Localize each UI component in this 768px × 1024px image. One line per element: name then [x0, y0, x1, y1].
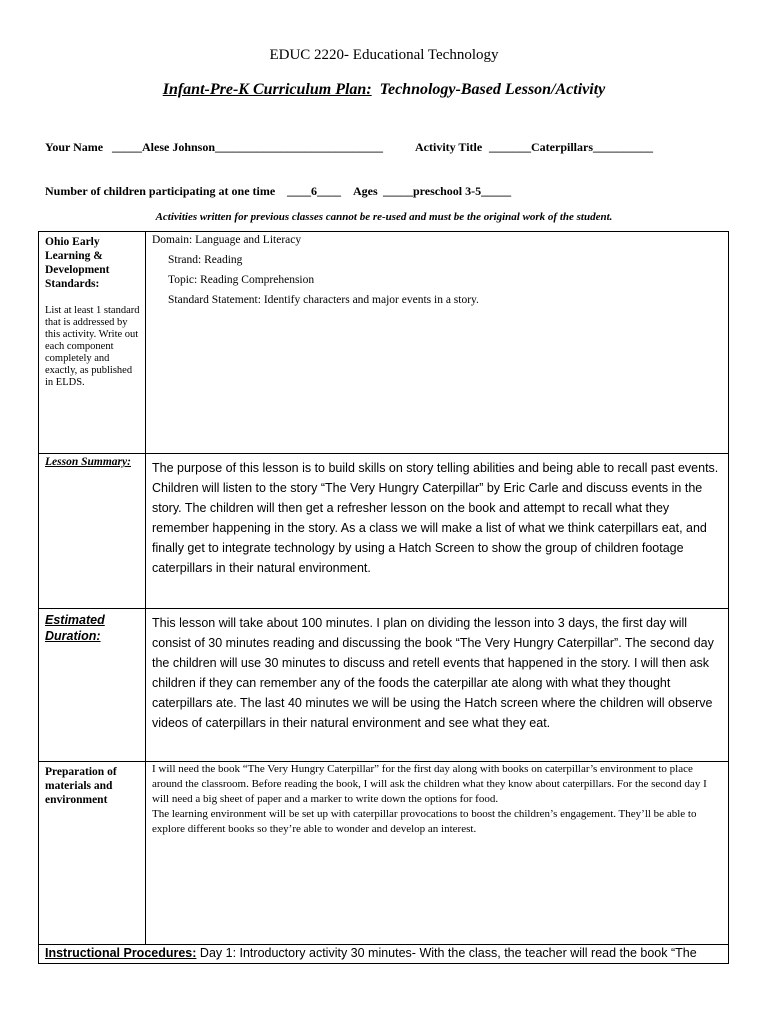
standards-row	[39, 232, 729, 454]
children-count-label: Number of children participating at one time	[45, 184, 276, 198]
preparation-row	[39, 762, 729, 945]
instructional-row	[39, 945, 729, 964]
duration-text: This lesson will take about 100 minutes. I plan on dividing the lesson into 3 days, the first day will consist of 30 minutes reading and discussing the book “The Very Hungry Caterpillar”. The second day the children will use 30 minutes to discuss and retell events that happened in the story. I will then ask children if they can remember any of the foods the caterpillar ate along with what they thought caterpillars ate. The last 40 minutes we will be using the Hatch screen where the children will observe videos of caterpillars in their natural environment and see what they eat.	[146, 609, 729, 762]
summary-label: Lesson Summary:	[45, 456, 131, 468]
standard-topic: Topic: Reading Comprehension	[168, 274, 315, 286]
standard-statement: Standard Statement: Identify characters and major events in a story.	[168, 294, 479, 306]
duration-row	[39, 609, 729, 762]
summary-row	[39, 454, 729, 609]
instructional-cell	[39, 945, 729, 964]
children-count-value: ____6____	[287, 184, 341, 198]
plan-title	[0, 81, 768, 99]
ages-label: Ages	[353, 184, 378, 198]
ages-value: _____preschool 3-5_____	[383, 184, 512, 198]
course-title: EDUC 2220- Educational Technology	[269, 47, 499, 63]
duration-label: Estimated Duration:	[45, 613, 105, 643]
name-value: _____Alese Johnson____________________________	[112, 140, 384, 154]
preparation-label-cell	[39, 762, 146, 945]
standards-label: Ohio Early Learning & Development Standards:	[45, 236, 110, 290]
standards-content	[146, 232, 729, 454]
name-label: Your Name	[45, 140, 104, 154]
instructional-label: Instructional Procedures:	[45, 946, 197, 960]
plan-title-left: Infant-Pre-K Curriculum Plan:	[162, 81, 372, 98]
plan-title-right: Technology-Based Lesson/Activity	[379, 81, 606, 98]
activity-title-label: Activity Title	[415, 140, 483, 154]
summary-label-cell	[39, 454, 146, 609]
standards-label-cell	[39, 232, 146, 454]
preparation-label: Preparation of materials and environment	[45, 766, 117, 806]
preparation-text-2: The learning environment will be set up with caterpillar provocations to boost the children’s engagement. They’ll be able to explore different books so they’re able to wonder and develop an interest.	[152, 808, 697, 835]
instructional-text: Day 1: Introductory activity 30 minutes- With the class, the teacher will read the book “The	[196, 946, 697, 960]
preparation-text-1: I will need the book “The Very Hungry Caterpillar” for the first day along with books on caterpillar’s environment to place around the classroom. Before reading the book, I will ask the children what they know about caterpillars. For the second day I will need a big sheet of paper and a marker to write down the options for food.	[152, 763, 707, 805]
standard-strand: Strand: Reading	[168, 254, 243, 266]
curriculum-plan-table	[38, 231, 729, 964]
summary-text: The purpose of this lesson is to build skills on story telling abilities and being able to recall past events. Children will listen to the story “The Very Hungry Caterpillar” by Eric Carle and discuss events in the story. The children will then get a refresher lesson on the book and attempt to recall what they remember happening in the story. As a class we will make a list of what we think caterpillars eat, and finally get to integrate technology by using a Hatch Screen to show the group of children footage caterpillars in their natural environment.	[146, 454, 729, 609]
preparation-content	[146, 762, 729, 945]
standards-instructions: List at least 1 standard that is addressed by this activity. Write out each component completely and exactly, as published in ELDS.	[45, 305, 140, 388]
originality-notice: Activities written for previous classes cannot be re-used and must be the original work of the student.	[155, 211, 613, 223]
standard-domain: Domain: Language and Literacy	[152, 234, 302, 246]
duration-label-cell	[39, 609, 146, 762]
activity-title-value: _______Caterpillars__________	[489, 140, 653, 154]
